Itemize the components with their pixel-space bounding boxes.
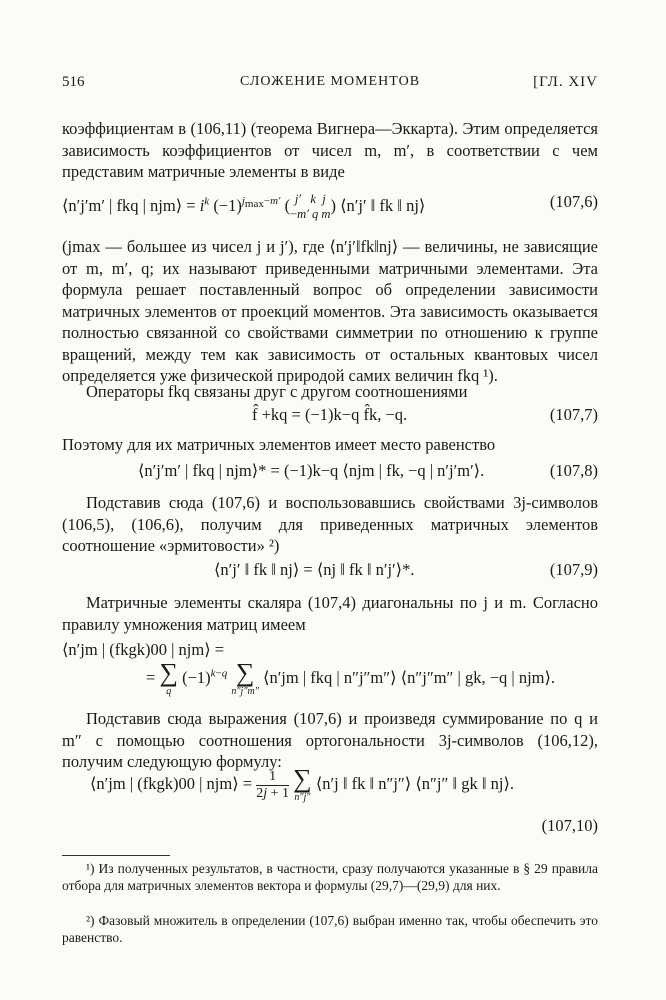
eq-label-107-9: (107,9) — [549, 560, 598, 579]
page-number: 516 — [62, 74, 85, 90]
footnote-1: ¹) Из полученных результатов, в частности, сразу получаются указанные в § 29 правила отбора для матричных элементов вектора и формулы (29,7)—(29,9) для них. — [62, 861, 598, 893]
footnote-rule — [62, 855, 170, 856]
equation-107-10 — [62, 766, 598, 812]
eq-107-10-rhs: ⟨n′j ‖ fk ‖ n″j″⟩ ⟨n″j″ ‖ gk ‖ nj⟩. — [315, 773, 515, 793]
sum-over-n-j-m: ∑ n″j″m″ — [231, 658, 259, 697]
sum-over-n-j: ∑ n″j″ — [293, 764, 312, 803]
eq-107-10-lhs: ⟨n′jm | (fkgk)00 | njm⟩ = — [90, 773, 257, 793]
equation-107-6: ⟨n′j′m′ | fkq | njm⟩ = $i^k$ $(-1)^{j_{max}-m'}$ ( j′ k j −m′ q m) ⟨n′j′ ‖ fk ‖ nj⟩ (107,6) — [62, 192, 598, 221]
footnote-2: ²) Фазовый множитель в определении (107,6) выбран именно так, чтобы обеспечить это равенство. — [62, 913, 598, 945]
equation-107-8 — [62, 461, 598, 489]
paragraph-5: Подставив сюда (107,6) и воспользовавшись свойствами 3j-символов (106,5), (106,6), получим для приведенных матричных элементов соотношение «эрмитовости» ²) — [62, 493, 598, 555]
running-title: СЛОЖЕНИЕ МОМЕНТОВ — [239, 74, 421, 89]
paragraph-1: коэффициентам в (106,11) (теорема Вигнера—Эккарта). Этим определяется зависимость коэффициентов от чисел m, m′, в соответствии с чем представим матричные элементы в виде — [62, 119, 598, 181]
eq-label-107-6: (107,6) — [549, 192, 598, 211]
eq-label-107-8: (107,8) — [549, 461, 598, 480]
equation-107-9 — [62, 560, 598, 588]
eq-product-rhs: ⟨n′jm | fkq | n″j″m″⟩ ⟨n″j″m″ | gk, −q | njm⟩. — [263, 667, 556, 687]
paragraph-4: Поэтому для их матричных элементов имеет место равенство — [62, 435, 496, 454]
eq-107-8-body: ⟨n′j′m′ | fkq | njm⟩* = (−1)k−q ⟨njm | fk, −q | n′j′m′⟩. — [138, 461, 485, 480]
equation-107-10-label-row — [62, 816, 598, 844]
eq-label-107-10: (107,10) — [541, 816, 598, 835]
eq-product-lhs: ⟨n′jm | (fkgk)00 | njm⟩ = — [62, 640, 225, 659]
eq-107-6-rhs: ⟨n′j′ ‖ fk ‖ nj⟩ — [340, 195, 426, 215]
paragraph-2: (jmax — большее из чисел j и j′), где ⟨n′j′‖fk‖nj⟩ — величины, не зависящие от m, m′, q; их называют приведенными матричными элементами. Эта формула решает поставленный вопрос об определении зависимости матричных элементов от проекций моментов. Эта зависимость оказывается полностью связанной со свойствами симметрии по отношению к группе вращений, между тем как зависимость от остальных квантовых чисел определяется уже физической природой самих величин fkq ¹). — [62, 237, 598, 385]
equation-107-7 — [62, 405, 598, 433]
paragraph-6: Матричные элементы скаляра (107,4) диагональны по j и m. Согласно правилу умножения матриц имеем — [62, 593, 598, 634]
running-header — [62, 74, 598, 94]
paragraph-7: Подставив сюда выражения (107,6) и произведя суммирование по q и m″ с помощью соотношения ортогональности 3j-символов (106,12), получим следующую формулу: — [62, 709, 598, 771]
sum-over-q: ∑ q — [159, 658, 178, 697]
three-j-symbol: j′ k j −m′ q m — [290, 192, 331, 221]
paragraph-3: Операторы fkq связаны друг с другом соотношениями — [86, 382, 468, 401]
fraction-1-over-2j-plus-1: $\frac{1}{2j + 1}$ — [256, 768, 290, 801]
chapter-label: [ГЛ. XIV — [533, 74, 598, 90]
eq-107-9-body: ⟨n′j′ ‖ fk ‖ nj⟩ = ⟨nj ‖ fk ‖ n′j′⟩*. — [214, 560, 415, 579]
eq-label-107-7: (107,7) — [549, 405, 598, 424]
equation-product-rhs: = ∑ q $(-1)^{k-q}$ ∑ n″j″m″ ⟨n′jm | fkq | n″j″m″⟩ ⟨n″j″m″ | gk, −q | njm⟩. — [146, 658, 556, 697]
eq-107-6-lhs: ⟨n′j′m′ | fkq | njm⟩ = — [62, 195, 200, 215]
eq-107-7-body: f̂ +kq = (−1)k−q f̂k, −q. — [252, 405, 408, 424]
